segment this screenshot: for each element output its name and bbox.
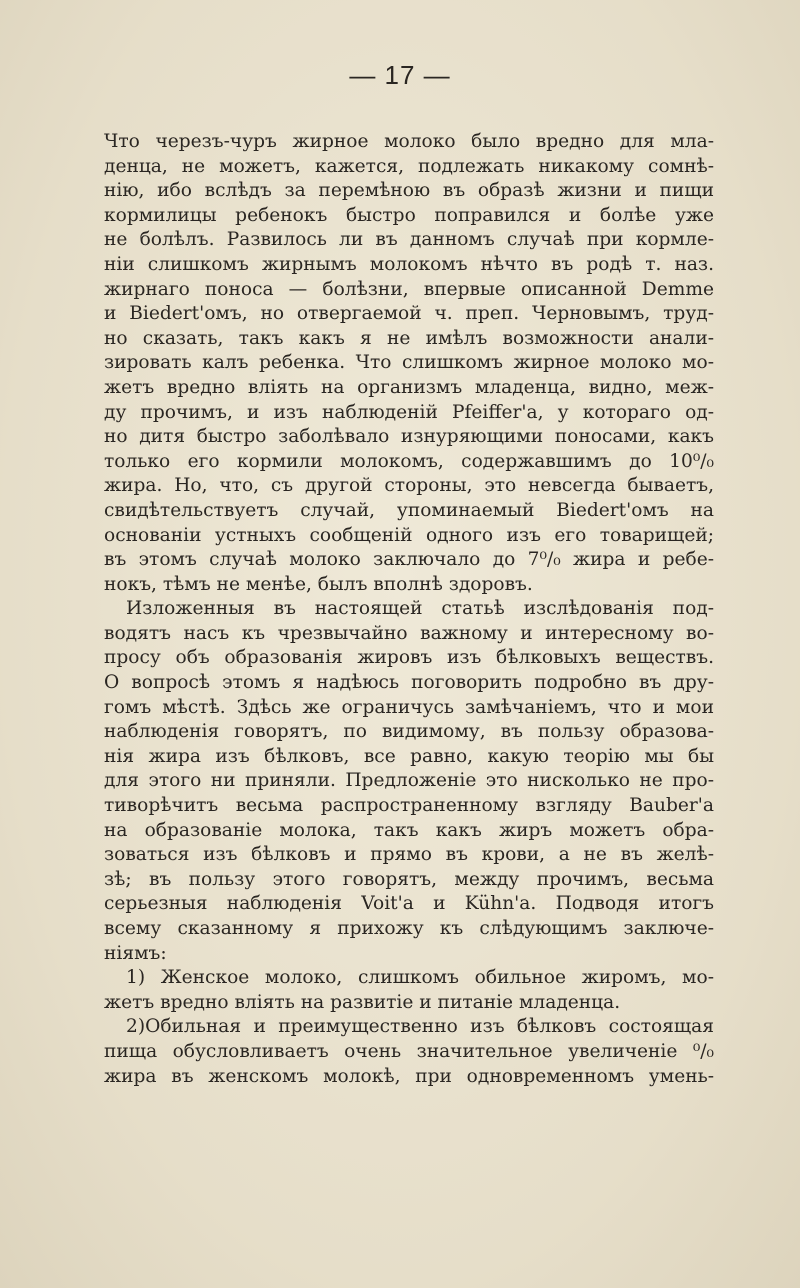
- text-line: денца, не можетъ, кажется, подлежать никакому сомнѣ-: [104, 155, 714, 177]
- text-line: свидѣтельствуетъ случай, упоминаемый Biedert'омъ на: [104, 499, 714, 521]
- text-line: жира. Но, что, съ другой стороны, это невсегда бываетъ,: [104, 475, 714, 497]
- text-line: въ этомъ случаѣ молоко заключало до 7⁰/₀ жира и ребе-: [104, 549, 714, 571]
- text-line: Изложенныя въ настоящей статьѣ изслѣдованія под-: [126, 598, 714, 620]
- text-line: ніи слишкомъ жирнымъ молокомъ нѣчто въ родѣ т. наз.: [104, 253, 714, 275]
- text-line: зоваться изъ бѣлковъ и прямо въ крови, а не въ желѣ-: [104, 844, 714, 866]
- text-line: и Biedert'омъ, но отвергаемой ч. преп. Черновымъ, труд-: [104, 303, 714, 325]
- text-line: водятъ насъ къ чрезвычайно важному и интересному во-: [104, 622, 714, 644]
- text-line: ду прочимъ, и изъ наблюденій Pfeiffer'а, у котораго од-: [104, 401, 714, 423]
- text-line: но сказать, такъ какъ я не имѣлъ возможности анали-: [104, 327, 714, 349]
- text-line: просу объ образованія жировъ изъ бѣлковыхъ веществъ.: [104, 647, 714, 669]
- text-line: для этого ни приняли. Предложеніе это нисколько не про-: [104, 770, 714, 792]
- text-line: ніямъ:: [104, 942, 167, 964]
- text-line: нія жира изъ бѣлковъ, все равно, какую теорію мы бы: [104, 745, 714, 767]
- text-line: основаніи устныхъ сообщеній одного изъ его товарищей;: [104, 524, 714, 546]
- text-line: 2)Обильная и преимущественно изъ бѣлковъ состоящая: [126, 1016, 714, 1038]
- text-line: пища обусловливаетъ очень значительное увеличеніе ⁰/₀: [104, 1040, 714, 1062]
- page-number: — 17 —: [349, 60, 451, 90]
- body-text: [104, 130, 714, 1089]
- text-line: 1) Женское молоко, слишкомъ обильное жиромъ, мо-: [126, 967, 714, 989]
- text-line: наблюденія говорятъ, по видимому, въ пользу образова-: [104, 721, 714, 743]
- text-line: зировать калъ ребенка. Что слишкомъ жирное молоко мо-: [104, 352, 714, 374]
- text-line: жетъ вредно вліять на развитіе и питаніе младенца.: [104, 991, 621, 1013]
- text-line: серьезныя наблюденія Voit'а и Kühn'а. Подводя итогъ: [104, 893, 714, 915]
- text-line: на образованіе молока, такъ какъ жиръ можетъ обра-: [104, 819, 714, 841]
- text-line: кормилицы ребенокъ быстро поправился и болѣе уже: [104, 204, 714, 226]
- text-line: Что черезъ-чуръ жирное молоко было вредно для мла-: [104, 131, 714, 152]
- text-line: нокъ, тѣмъ не менѣе, былъ вполнѣ здоровъ.: [104, 573, 533, 595]
- text-line: тиворѣчитъ весьма распространенному взгляду Bauber'а: [104, 795, 714, 817]
- text-line: не болѣлъ. Развилось ли въ данномъ случаѣ при кормле-: [104, 229, 714, 251]
- text-line: жирнаго поноса — болѣзни, впервые описанной Demme: [104, 278, 714, 300]
- text-line: гомъ мѣстѣ. Здѣсь же ограничусь замѣчаніемъ, что и мои: [104, 696, 714, 718]
- text-line: жира въ женскомъ молокѣ, при одновременномъ умень-: [104, 1065, 714, 1087]
- text-line: всему сказанному я прихожу къ слѣдующимъ заключе-: [104, 918, 714, 939]
- text-line: О вопросѣ этомъ я надѣюсь поговорить подробно въ дру-: [104, 672, 714, 694]
- text-line: только его кормили молокомъ, содержавшимъ до 10⁰/₀: [104, 450, 714, 472]
- text-line: нію, ибо вслѣдъ за перемѣною въ образѣ жизни и пищи: [104, 180, 714, 202]
- text-line: зѣ; въ пользу этого говорятъ, между прочимъ, весьма: [104, 868, 714, 890]
- text-line: жетъ вредно вліять на организмъ младенца, видно, меж-: [104, 376, 714, 398]
- text-line: но дитя быстро заболѣвало изнуряющими поносами, какъ: [104, 426, 714, 448]
